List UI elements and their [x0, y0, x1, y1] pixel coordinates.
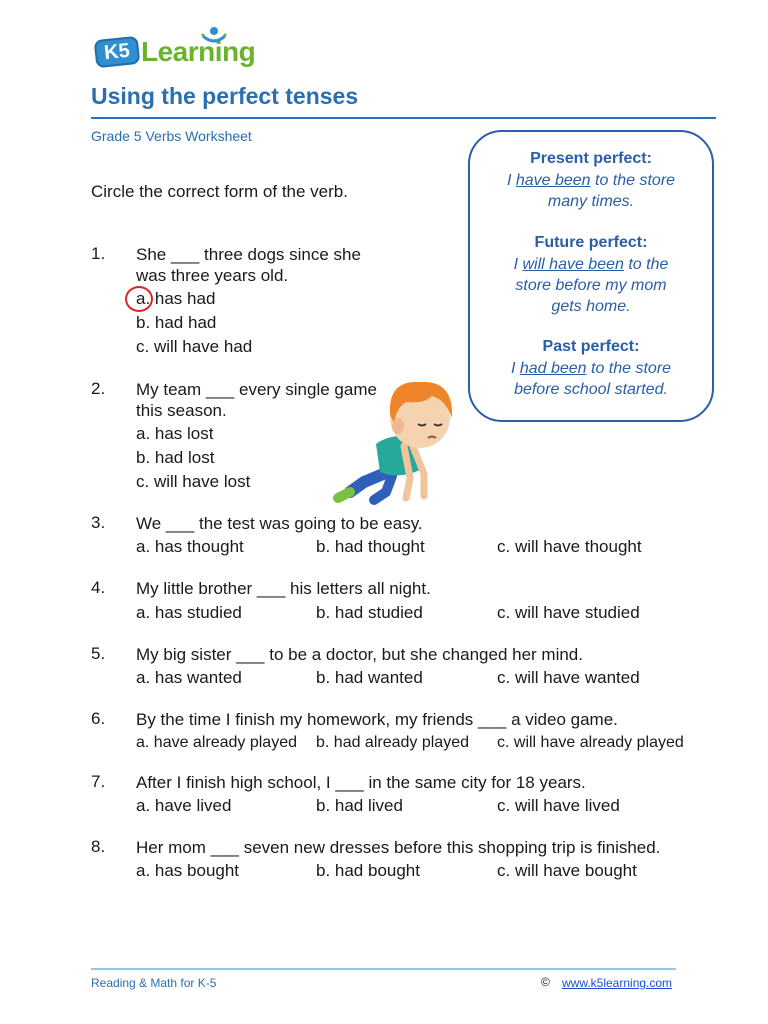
example-text: to the	[623, 256, 669, 273]
question-8-option-c[interactable]: c. will have bought	[497, 861, 637, 880]
k5-badge: K5	[94, 36, 141, 68]
question-7-option-a[interactable]: a. have lived	[136, 796, 232, 815]
question-line: was three years old.	[136, 266, 289, 285]
question-2-option-c[interactable]: c. will have lost	[136, 472, 251, 491]
question-6-number: 6.	[91, 709, 106, 728]
instructions: Circle the correct form of the verb.	[91, 182, 348, 201]
example-text: many times.	[547, 193, 635, 210]
worksheet-subtitle: Grade 5 Verbs Worksheet	[91, 128, 252, 144]
question-4-option-a[interactable]: a. has studied	[136, 603, 242, 622]
title-divider	[91, 117, 716, 119]
footer-tagline: Reading & Math for K-5	[91, 976, 217, 990]
question-7-text: After I finish high school, I ___ in the same city for 18 years.	[136, 773, 586, 792]
question-7-option-b[interactable]: b. had lived	[316, 796, 403, 815]
present-perfect-example	[470, 170, 712, 212]
example-text: I	[506, 172, 516, 189]
question-5-option-a[interactable]: a. has wanted	[136, 668, 242, 687]
question-8-text: Her mom ___ seven new dresses before this shopping trip is finished.	[136, 838, 661, 857]
question-1-option-a[interactable]: a. has had	[136, 289, 216, 308]
question-5-number: 5.	[91, 644, 106, 663]
example-text: to the store	[590, 172, 676, 189]
past-perfect-heading: Past perfect:	[542, 338, 640, 355]
past-perfect-section	[470, 338, 712, 400]
sad-boy-illustration	[328, 374, 468, 510]
question-2-option-a[interactable]: a. has lost	[136, 424, 214, 443]
future-perfect-example	[470, 254, 712, 317]
answer-circle-mark	[125, 286, 153, 312]
k5-learning-logo	[95, 30, 255, 72]
question-4-option-b[interactable]: b. had studied	[316, 603, 423, 622]
question-1-text	[136, 244, 361, 286]
question-6-text: By the time I finish my homework, my friends ___ a video game.	[136, 710, 618, 729]
past-perfect-example	[470, 358, 712, 400]
question-5-option-b[interactable]: b. had wanted	[316, 668, 423, 687]
question-line: My team ___ every single game	[136, 380, 377, 399]
website-link[interactable]: www.k5learning.com	[562, 976, 673, 990]
page-title: Using the perfect tenses	[91, 83, 359, 109]
question-5-text: My big sister ___ to be a doctor, but she changed her mind.	[136, 645, 583, 664]
question-3-text: We ___ the test was going to be easy.	[136, 514, 423, 533]
footer-divider	[91, 968, 676, 970]
future-perfect-section	[470, 234, 712, 317]
example-verb: will have been	[522, 256, 624, 273]
example-verb: have been	[515, 172, 591, 189]
present-perfect-heading: Present perfect:	[530, 150, 652, 167]
question-8-number: 8.	[91, 837, 106, 856]
tense-examples-box	[468, 130, 714, 422]
logo-figure-icon	[199, 26, 229, 48]
example-text: I	[513, 256, 523, 273]
question-3-option-b[interactable]: b. had thought	[316, 537, 425, 556]
question-4-number: 4.	[91, 578, 106, 597]
copyright-symbol: ©	[541, 975, 550, 989]
question-2-option-b[interactable]: b. had lost	[136, 448, 215, 467]
question-6-option-b[interactable]: b. had already played	[316, 734, 469, 751]
question-3-option-c[interactable]: c. will have thought	[497, 537, 642, 556]
question-5-option-c[interactable]: c. will have wanted	[497, 668, 640, 687]
question-1-number: 1.	[91, 244, 106, 263]
question-4-text: My little brother ___ his letters all night.	[136, 579, 431, 598]
question-line: this season.	[136, 401, 227, 420]
question-8-option-b[interactable]: b. had bought	[316, 861, 420, 880]
question-6-option-c[interactable]: c. will have already played	[497, 734, 684, 751]
present-perfect-section	[470, 150, 712, 212]
question-3-number: 3.	[91, 513, 106, 532]
question-4-option-c[interactable]: c. will have studied	[497, 603, 640, 622]
example-text: before school started.	[514, 381, 668, 398]
example-text: I	[510, 360, 520, 377]
question-1-option-b[interactable]: b. had had	[136, 313, 217, 332]
example-verb: had been	[519, 360, 587, 377]
question-7-option-c[interactable]: c. will have lived	[497, 796, 620, 815]
question-6-option-a[interactable]: a. have already played	[136, 734, 297, 751]
question-1-option-c[interactable]: c. will have had	[136, 337, 253, 356]
question-3-option-a[interactable]: a. has thought	[136, 537, 244, 556]
question-line: She ___ three dogs since she	[136, 245, 361, 264]
question-2-number: 2.	[91, 379, 106, 398]
logo-wordmark: Learning	[141, 36, 256, 67]
question-7-number: 7.	[91, 772, 106, 791]
future-perfect-heading: Future perfect:	[534, 234, 648, 251]
question-8-option-a[interactable]: a. has bought	[136, 861, 240, 880]
example-text: store before my mom	[515, 277, 667, 294]
example-text: gets home.	[551, 298, 631, 315]
example-text: to the store	[586, 360, 672, 377]
